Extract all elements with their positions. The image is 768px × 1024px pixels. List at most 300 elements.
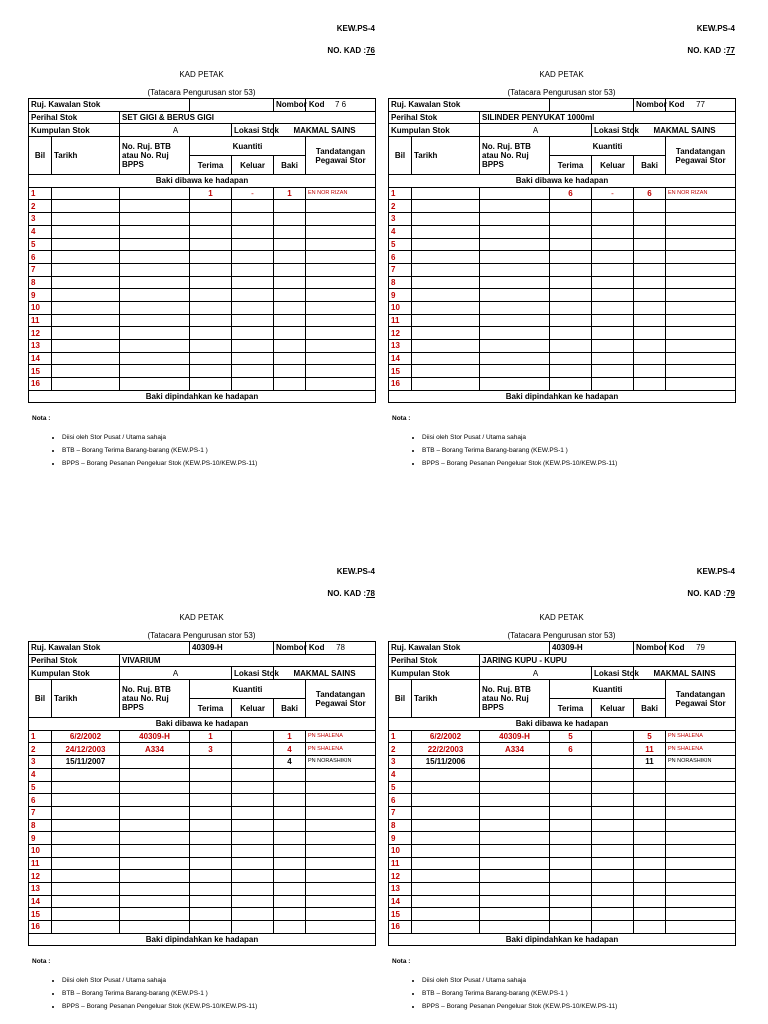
table-row <box>389 768 736 781</box>
row-keluar <box>232 857 274 870</box>
row-tarikh <box>52 225 120 238</box>
row-baki <box>634 225 666 238</box>
row-ruj <box>120 225 190 238</box>
kad-number-line <box>687 589 735 598</box>
kumpulan-value: A <box>120 124 232 137</box>
table-row <box>29 768 376 781</box>
row-bil: 5 <box>29 781 52 794</box>
table-row <box>389 730 736 743</box>
row-signature <box>306 352 376 365</box>
row-tarikh <box>412 895 480 908</box>
row-ruj <box>120 289 190 302</box>
baki-dibawa-label: Baki dibawa ke hadapan <box>29 718 376 731</box>
card-subtitle <box>28 631 375 640</box>
baki-dibawa-label: Baki dibawa ke hadapan <box>389 718 736 731</box>
table-row <box>29 378 376 391</box>
row-signature <box>306 819 376 832</box>
row-signature <box>666 213 736 226</box>
row-baki: 1 <box>274 187 306 200</box>
row-baki <box>274 819 306 832</box>
row-tarikh <box>52 844 120 857</box>
row-keluar <box>232 301 274 314</box>
ruj-label: Ruj. Kawalan Stok <box>29 642 190 655</box>
card-title: KAD PETAK <box>539 613 584 622</box>
kad-no-value: 76 <box>366 46 375 55</box>
entry-rows <box>389 187 736 390</box>
row-terima <box>550 225 592 238</box>
row-tarikh <box>412 844 480 857</box>
row-signature <box>666 781 736 794</box>
row-bil: 4 <box>389 225 412 238</box>
row-baki <box>634 870 666 883</box>
row-baki <box>634 857 666 870</box>
note-item: • Diisi oleh Stor Pusat / Utama sahaja <box>62 433 257 446</box>
row-ruj <box>480 378 550 391</box>
row-terima <box>190 857 232 870</box>
perihal-row <box>389 111 736 124</box>
row-signature <box>306 832 376 845</box>
row-keluar <box>592 819 634 832</box>
row-tarikh <box>412 921 480 934</box>
row-signature <box>306 921 376 934</box>
perihal-row <box>29 654 376 667</box>
card-subtitle <box>28 88 375 97</box>
row-terima <box>550 895 592 908</box>
row-tarikh <box>52 794 120 807</box>
row-keluar <box>232 743 274 756</box>
row-tarikh: 24/12/2003 <box>52 743 120 756</box>
row-signature <box>306 365 376 378</box>
row-terima <box>550 908 592 921</box>
row-tarikh <box>52 238 120 251</box>
row-ruj <box>120 238 190 251</box>
col-ruj: No. Ruj. BTB atau No. Ruj BPPS <box>480 137 550 175</box>
row-bil: 13 <box>29 883 52 896</box>
row-terima <box>550 251 592 264</box>
row-ruj <box>480 883 550 896</box>
note-item: • Diisi oleh Stor Pusat / Utama sahaja <box>62 976 257 989</box>
row-terima <box>190 213 232 226</box>
col-tarikh: Tarikh <box>412 137 480 175</box>
row-ruj <box>120 895 190 908</box>
row-keluar <box>232 730 274 743</box>
table-row <box>389 756 736 769</box>
row-terima: 5 <box>550 730 592 743</box>
row-keluar <box>232 365 274 378</box>
row-baki <box>634 921 666 934</box>
row-ruj <box>120 314 190 327</box>
row-keluar <box>592 768 634 781</box>
row-baki <box>274 378 306 391</box>
row-bil: 16 <box>389 921 412 934</box>
row-signature <box>306 301 376 314</box>
row-signature <box>666 263 736 276</box>
row-tarikh <box>412 289 480 302</box>
row-keluar <box>232 340 274 353</box>
row-tarikh <box>412 327 480 340</box>
row-signature <box>306 768 376 781</box>
form-code: KEW.PS-4 <box>696 567 735 576</box>
row-bil: 12 <box>389 870 412 883</box>
col-tarikh: Tarikh <box>412 680 480 718</box>
row-signature <box>666 806 736 819</box>
table-row <box>29 743 376 756</box>
row-terima <box>550 794 592 807</box>
row-ruj <box>120 768 190 781</box>
row-bil: 13 <box>389 883 412 896</box>
row-tarikh <box>412 263 480 276</box>
perihal-label: Perihal Stok <box>29 654 120 667</box>
table-row <box>389 200 736 213</box>
row-bil: 5 <box>389 238 412 251</box>
row-tarikh <box>412 794 480 807</box>
col-baki: Baki <box>274 699 306 718</box>
column-header-row <box>29 680 376 699</box>
row-bil: 11 <box>29 857 52 870</box>
row-terima <box>190 768 232 781</box>
table-row <box>29 238 376 251</box>
nombor-kod-value: 78 <box>306 642 376 655</box>
col-terima: Terima <box>190 156 232 175</box>
row-tarikh <box>412 340 480 353</box>
row-ruj <box>120 251 190 264</box>
row-keluar <box>232 238 274 251</box>
row-ruj: 40309-H <box>480 730 550 743</box>
row-baki <box>634 794 666 807</box>
kumpulan-row <box>389 124 736 137</box>
row-baki <box>274 301 306 314</box>
entry-rows <box>29 730 376 933</box>
row-signature <box>306 213 376 226</box>
row-baki <box>274 908 306 921</box>
row-keluar <box>592 794 634 807</box>
column-header-row <box>389 680 736 699</box>
row-tarikh <box>52 340 120 353</box>
perihal-label: Perihal Stok <box>29 111 120 124</box>
ruj-label: Ruj. Kawalan Stok <box>389 642 550 655</box>
row-signature <box>666 921 736 934</box>
row-tarikh <box>412 276 480 289</box>
row-ruj <box>480 870 550 883</box>
row-terima <box>190 794 232 807</box>
row-bil: 14 <box>29 352 52 365</box>
row-signature <box>666 819 736 832</box>
row-baki: 4 <box>274 756 306 769</box>
row-keluar <box>592 289 634 302</box>
col-kuantiti: Kuantiti <box>190 137 306 156</box>
baki-dibawa-row <box>29 175 376 188</box>
row-terima <box>550 819 592 832</box>
row-bil: 6 <box>389 251 412 264</box>
row-signature <box>306 314 376 327</box>
row-tarikh <box>412 857 480 870</box>
row-keluar <box>232 314 274 327</box>
row-bil: 12 <box>29 870 52 883</box>
row-bil: 7 <box>389 806 412 819</box>
kumpulan-value: A <box>120 667 232 680</box>
row-keluar <box>232 289 274 302</box>
lokasi-label: Lokasi Stok <box>232 124 274 137</box>
row-baki <box>274 276 306 289</box>
row-bil: 6 <box>29 794 52 807</box>
row-keluar <box>232 883 274 896</box>
row-ruj <box>480 806 550 819</box>
form-code: KEW.PS-4 <box>336 567 375 576</box>
row-ruj <box>480 794 550 807</box>
row-signature <box>666 365 736 378</box>
row-tarikh <box>52 200 120 213</box>
row-signature <box>306 327 376 340</box>
row-bil: 10 <box>29 844 52 857</box>
row-tarikh <box>52 289 120 302</box>
row-signature: PN SHALENA <box>666 730 736 743</box>
table-row <box>29 340 376 353</box>
row-signature: PN NORASHIKIN <box>306 756 376 769</box>
row-keluar <box>592 263 634 276</box>
row-ruj <box>480 225 550 238</box>
row-terima <box>190 883 232 896</box>
table-row <box>389 870 736 883</box>
row-keluar <box>232 832 274 845</box>
row-keluar <box>232 378 274 391</box>
row-terima <box>190 238 232 251</box>
note-item: • BPPS – Borang Pesanan Pengeluar Stok (KEW.PS-10/KEW.PS-11) <box>422 459 617 472</box>
row-bil: 4 <box>29 768 52 781</box>
table-row <box>29 200 376 213</box>
lokasi-label: Lokasi Stok <box>232 667 274 680</box>
row-keluar <box>592 276 634 289</box>
table-row <box>29 794 376 807</box>
table-row <box>29 314 376 327</box>
row-bil: 2 <box>389 200 412 213</box>
row-terima <box>190 378 232 391</box>
row-bil: 15 <box>389 365 412 378</box>
table-row <box>29 756 376 769</box>
row-bil: 12 <box>29 327 52 340</box>
notes-list <box>28 976 257 1015</box>
row-baki <box>274 352 306 365</box>
row-ruj <box>480 314 550 327</box>
row-terima <box>550 844 592 857</box>
table-row <box>389 921 736 934</box>
row-signature <box>306 883 376 896</box>
nombor-kod-label: Nombor Kod <box>274 99 306 112</box>
row-baki <box>274 870 306 883</box>
baki-dipindahkan-label: Baki dipindahkan ke hadapan <box>389 390 736 403</box>
row-bil: 3 <box>29 756 52 769</box>
row-bil: 3 <box>389 213 412 226</box>
row-baki <box>634 238 666 251</box>
card-title: KAD PETAK <box>179 70 224 79</box>
row-terima: 6 <box>550 743 592 756</box>
row-terima <box>550 378 592 391</box>
row-tarikh <box>52 251 120 264</box>
row-keluar <box>232 819 274 832</box>
row-keluar <box>592 213 634 226</box>
row-terima <box>190 895 232 908</box>
row-terima <box>550 832 592 845</box>
row-ruj <box>120 819 190 832</box>
entry-rows <box>29 187 376 390</box>
row-bil: 7 <box>389 263 412 276</box>
row-terima <box>550 327 592 340</box>
kad-no-value: 79 <box>726 589 735 598</box>
row-bil: 8 <box>29 819 52 832</box>
row-ruj <box>120 352 190 365</box>
row-keluar <box>592 908 634 921</box>
row-signature <box>666 844 736 857</box>
row-tarikh <box>412 819 480 832</box>
col-keluar: Keluar <box>592 699 634 718</box>
row-signature <box>306 263 376 276</box>
row-tarikh: 15/11/2006 <box>412 756 480 769</box>
row-signature <box>666 327 736 340</box>
ruj-row <box>29 642 376 655</box>
note-item: • Diisi oleh Stor Pusat / Utama sahaja <box>422 433 617 446</box>
table-row <box>29 844 376 857</box>
nota-label: Nota : <box>392 958 411 965</box>
row-tarikh: 15/11/2007 <box>52 756 120 769</box>
row-terima <box>550 276 592 289</box>
ruj-row <box>29 99 376 112</box>
row-bil: 11 <box>389 857 412 870</box>
table-row <box>389 327 736 340</box>
row-terima <box>550 340 592 353</box>
row-tarikh <box>412 806 480 819</box>
row-ruj <box>480 263 550 276</box>
row-keluar <box>232 870 274 883</box>
row-ruj <box>120 806 190 819</box>
row-bil: 2 <box>29 200 52 213</box>
row-baki <box>634 908 666 921</box>
row-tarikh <box>412 352 480 365</box>
row-keluar <box>592 756 634 769</box>
row-terima <box>190 263 232 276</box>
row-terima <box>550 238 592 251</box>
row-bil: 16 <box>29 921 52 934</box>
row-ruj <box>480 327 550 340</box>
nombor-kod-value: 77 <box>666 99 736 112</box>
row-tarikh <box>52 327 120 340</box>
row-bil: 1 <box>29 730 52 743</box>
row-keluar: - <box>232 187 274 200</box>
row-ruj <box>480 352 550 365</box>
row-baki <box>634 844 666 857</box>
lokasi-value: MAKMAL SAINS <box>634 124 736 137</box>
table-row <box>389 301 736 314</box>
row-signature <box>666 289 736 302</box>
row-baki <box>274 289 306 302</box>
perihal-value: SET GIGI & BERUS GIGI <box>120 111 376 124</box>
row-terima <box>190 365 232 378</box>
row-bil: 8 <box>389 276 412 289</box>
note-item: • BTB – Borang Terima Barang-barang (KEW.PS-1 ) <box>422 446 617 459</box>
col-tarikh: Tarikh <box>52 137 120 175</box>
row-keluar <box>592 314 634 327</box>
row-ruj <box>480 365 550 378</box>
row-tarikh <box>52 378 120 391</box>
nota-label: Nota : <box>392 415 411 422</box>
kad-number-line <box>327 589 375 598</box>
kumpulan-label: Kumpulan Stok <box>389 667 480 680</box>
card-subtitle <box>388 88 735 97</box>
row-ruj <box>120 340 190 353</box>
table-row <box>389 365 736 378</box>
row-ruj <box>480 301 550 314</box>
table-row <box>389 832 736 845</box>
row-signature <box>306 378 376 391</box>
row-baki <box>274 844 306 857</box>
note-item: • BTB – Borang Terima Barang-barang (KEW.PS-1 ) <box>422 989 617 1002</box>
col-bil: Bil <box>29 680 52 718</box>
row-ruj <box>120 327 190 340</box>
table-row <box>389 908 736 921</box>
row-ruj <box>480 238 550 251</box>
row-bil: 13 <box>29 340 52 353</box>
table-row <box>389 806 736 819</box>
notes-list <box>388 976 617 1015</box>
row-bil: 6 <box>389 794 412 807</box>
table-row <box>389 213 736 226</box>
row-terima: 3 <box>190 743 232 756</box>
row-baki <box>274 327 306 340</box>
row-baki <box>634 806 666 819</box>
row-keluar <box>592 870 634 883</box>
row-keluar: - <box>592 187 634 200</box>
row-tarikh <box>52 883 120 896</box>
row-ruj <box>480 895 550 908</box>
row-keluar <box>232 844 274 857</box>
row-ruj <box>480 187 550 200</box>
row-terima <box>550 768 592 781</box>
table-row <box>29 895 376 908</box>
col-terima: Terima <box>190 699 232 718</box>
row-tarikh <box>52 276 120 289</box>
row-keluar <box>232 895 274 908</box>
row-terima <box>190 301 232 314</box>
row-baki <box>634 251 666 264</box>
row-tarikh: 22/2/2003 <box>412 743 480 756</box>
column-header-row <box>29 137 376 156</box>
row-baki <box>274 314 306 327</box>
row-bil: 1 <box>389 730 412 743</box>
row-terima <box>190 908 232 921</box>
row-bil: 13 <box>389 340 412 353</box>
nota-label: Nota : <box>32 415 51 422</box>
nombor-kod-label: Nombor Kod <box>274 642 306 655</box>
subtitle-text: (Tatacara Pengurusan stor 53) <box>507 88 616 97</box>
row-tarikh <box>412 187 480 200</box>
row-keluar <box>592 200 634 213</box>
row-keluar <box>232 352 274 365</box>
row-baki <box>274 340 306 353</box>
row-keluar <box>232 251 274 264</box>
row-tarikh <box>412 870 480 883</box>
kad-number-line <box>687 46 735 55</box>
row-signature <box>306 908 376 921</box>
subtitle-text: (Tatacara Pengurusan stor 53) <box>507 631 616 640</box>
row-baki <box>274 200 306 213</box>
kumpulan-label: Kumpulan Stok <box>389 124 480 137</box>
row-ruj: A334 <box>120 743 190 756</box>
row-keluar <box>232 327 274 340</box>
note-item: • BPPS – Borang Pesanan Pengeluar Stok (KEW.PS-10/KEW.PS-11) <box>422 1002 617 1015</box>
table-row <box>29 781 376 794</box>
row-ruj <box>480 768 550 781</box>
row-signature <box>306 276 376 289</box>
row-baki <box>634 200 666 213</box>
row-terima <box>190 314 232 327</box>
